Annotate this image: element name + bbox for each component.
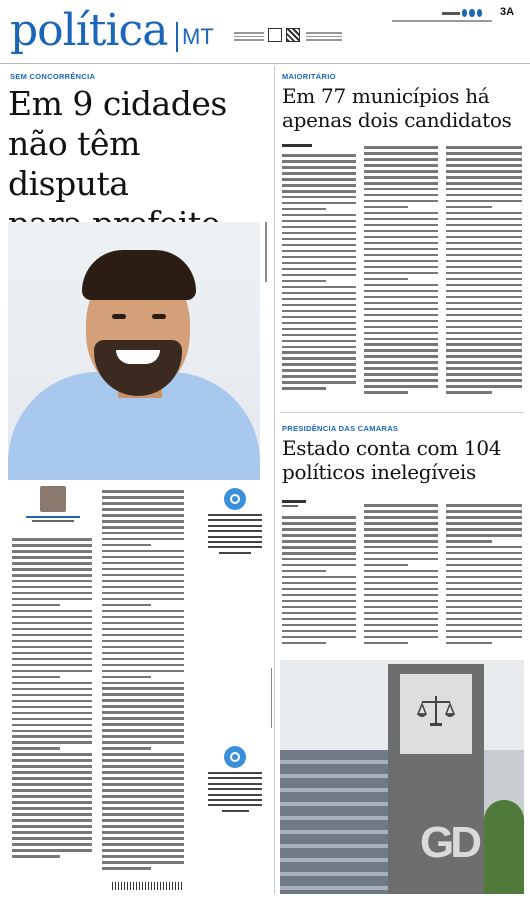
info-callout-icon xyxy=(224,488,246,510)
callout-text-1 xyxy=(208,514,262,557)
left-story-column-2 xyxy=(102,490,184,873)
section-title: política xyxy=(10,5,168,56)
left-kicker: SEM CONCORRÊNCIA xyxy=(10,72,96,81)
left-headline-line: não têm disputa xyxy=(8,124,140,203)
bottom-right-headline xyxy=(282,436,526,484)
story-divider xyxy=(280,412,524,413)
date-line xyxy=(392,20,492,22)
qr-code-icon xyxy=(286,28,300,42)
top-right-kicker: MAIORITÁRIO xyxy=(282,72,336,81)
top-right-headline-line: apenas dois candidatos xyxy=(282,108,512,132)
bottom-right-headline-line: políticos inelegíveis xyxy=(282,460,476,484)
top-right-byline xyxy=(282,144,312,147)
author-avatar xyxy=(40,486,66,512)
column-divider xyxy=(274,66,275,894)
brand-wordmark xyxy=(442,12,460,15)
photo-eye xyxy=(112,314,126,319)
top-right-headline-line: Em 77 municípios há xyxy=(282,84,490,108)
bottom-right-headline-line: Estado conta com 104 xyxy=(282,436,502,460)
author-name xyxy=(18,515,88,524)
top-right-column-2 xyxy=(364,146,438,397)
brand-dot-icon xyxy=(462,9,467,17)
callout-text-2 xyxy=(208,772,262,815)
bottom-right-column-1 xyxy=(282,516,356,648)
photo-hair xyxy=(82,250,196,300)
photo-credit xyxy=(263,222,269,282)
candidate-photo xyxy=(8,222,260,480)
page-number: 3A xyxy=(500,6,515,18)
top-right-column-3 xyxy=(446,146,522,397)
mast-box-icon xyxy=(268,28,282,42)
section-divider xyxy=(176,22,178,52)
section-state: MT xyxy=(182,24,214,49)
footer-barcode-icon xyxy=(112,882,182,890)
bottom-right-column-3 xyxy=(446,504,522,648)
mast-note-right xyxy=(306,32,342,43)
left-story-column-1 xyxy=(12,538,92,861)
bottom-right-kicker: PRESIDÊNCIA DAS CAMARAS xyxy=(282,424,399,433)
info-callout-icon xyxy=(224,746,246,768)
mast-note-left xyxy=(234,32,264,43)
left-headline-line: Em 9 cidades xyxy=(8,84,227,123)
justice-scale-icon xyxy=(416,690,456,730)
photo-eye xyxy=(152,314,166,319)
top-right-headline xyxy=(282,84,526,132)
bottom-right-byline xyxy=(282,500,306,507)
watermark-logo: GD xyxy=(420,818,478,867)
brand-dot-icon xyxy=(469,9,474,17)
photo-credit-2 xyxy=(271,668,272,728)
bottom-right-column-2 xyxy=(364,504,438,648)
photo-building xyxy=(280,750,400,894)
masthead xyxy=(0,0,530,64)
brand-dot-icon xyxy=(477,9,482,17)
brand-logo xyxy=(442,8,482,18)
left-headline xyxy=(8,84,270,244)
top-right-column-1 xyxy=(282,154,356,393)
